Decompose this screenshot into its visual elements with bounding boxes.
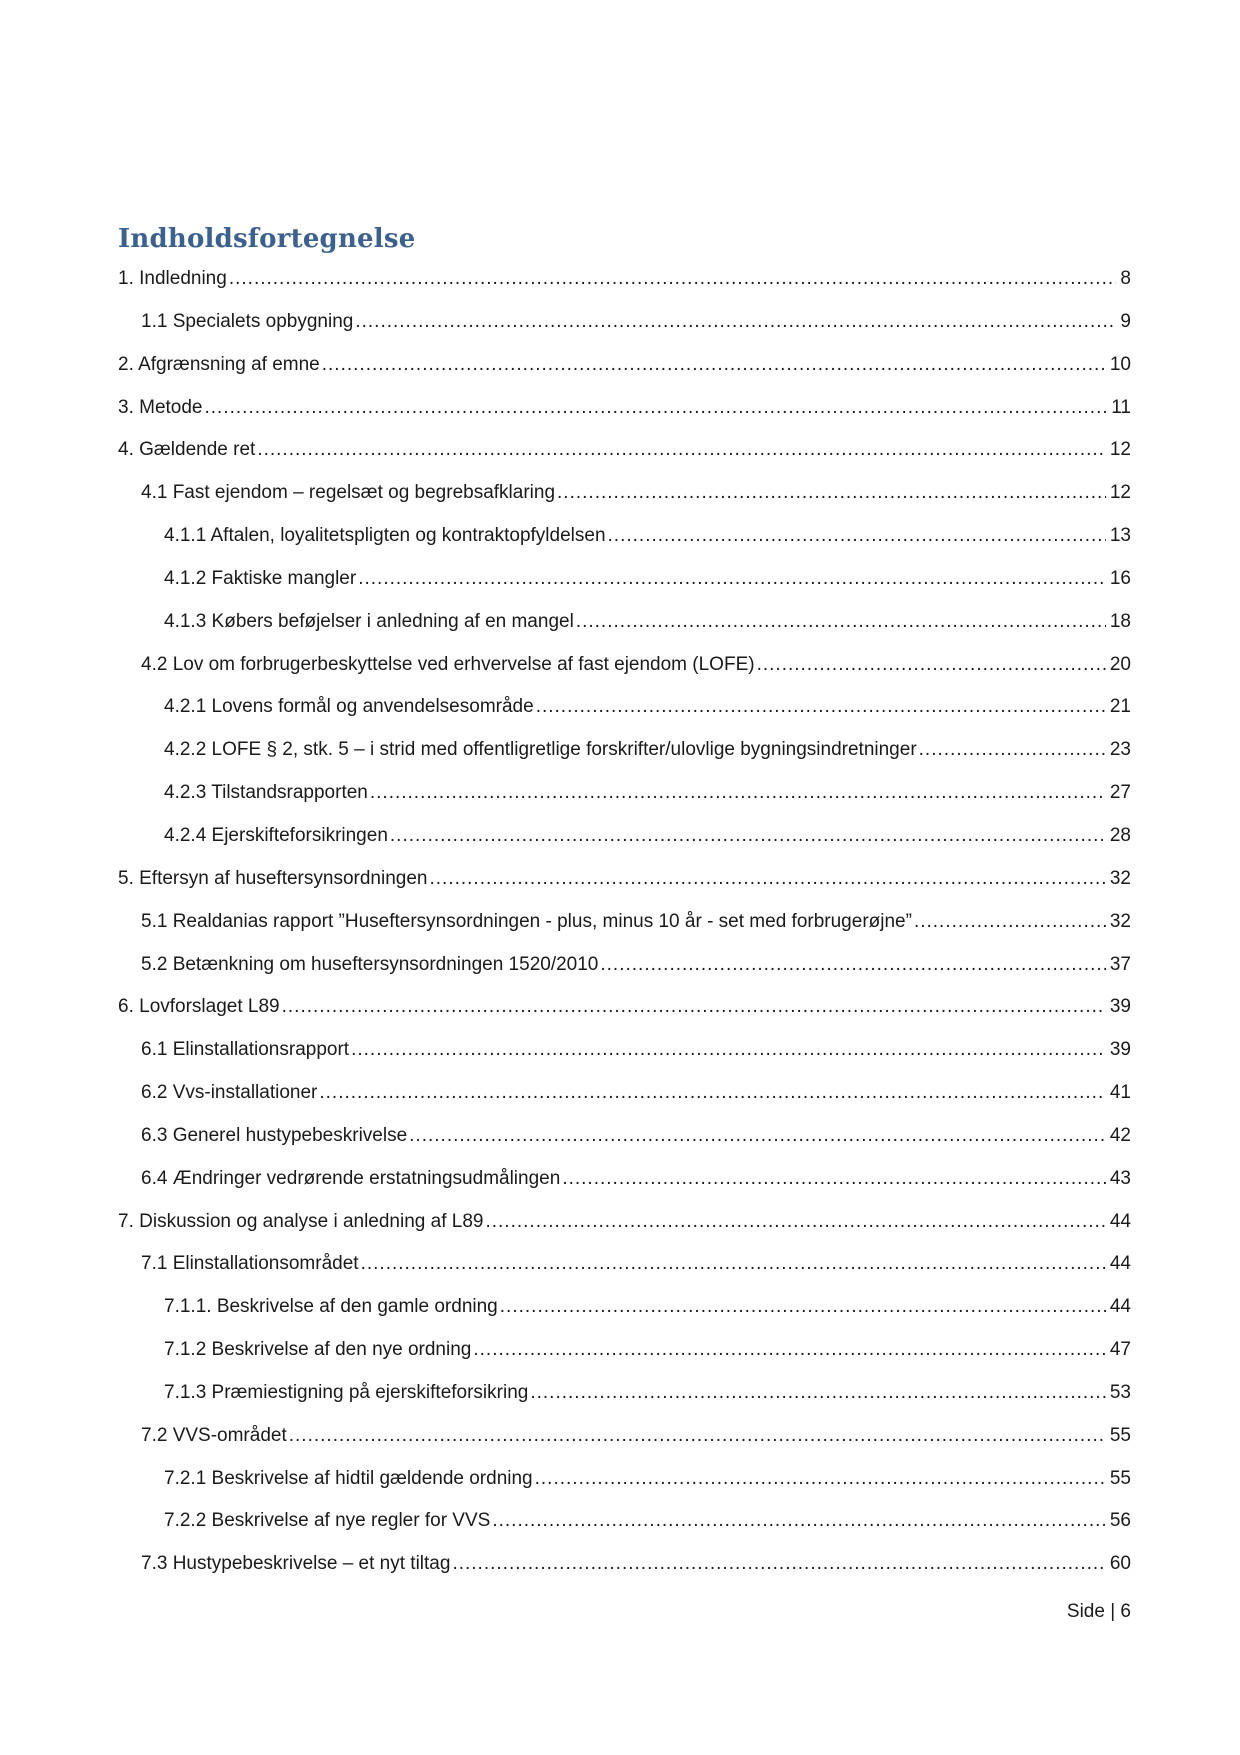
toc-entry-label: 1.1 Specialets opbygning	[141, 310, 354, 332]
toc-entry-label: 3. Metode	[118, 396, 203, 418]
toc-entry-page-number: 27	[1109, 782, 1131, 804]
toc-entry-label: 4.1 Fast ejendom – regelsæt og begrebsafklaring	[141, 482, 556, 504]
toc-entry[interactable]	[118, 307, 1131, 350]
toc-dot-leader	[500, 1292, 1106, 1322]
toc-entry-label: 5.2 Betænkning om huseftersynsordningen 1520/2010	[141, 953, 599, 975]
toc-entry-page-number: 53	[1109, 1381, 1131, 1403]
toc-entry-page-number: 28	[1109, 824, 1131, 846]
toc-entry[interactable]	[118, 521, 1131, 564]
toc-entry-label: 7.1 Elinstallationsområdet	[141, 1253, 359, 1275]
toc-entry-label: 4.2.3 Tilstandsrapporten	[164, 782, 368, 804]
toc-entry-page-number: 55	[1109, 1467, 1131, 1489]
toc-entry[interactable]	[118, 1164, 1131, 1207]
toc-entry[interactable]	[118, 1506, 1131, 1549]
toc-entry[interactable]	[118, 264, 1131, 307]
toc-entry-label: 7.2.1 Beskrivelse af hidtil gældende ordning	[164, 1467, 533, 1489]
toc-entry[interactable]	[118, 950, 1131, 993]
toc-entry-label: 4.2 Lov om forbrugerbeskyttelse ved erhvervelse af fast ejendom (LOFE)	[141, 653, 755, 675]
toc-dot-leader	[351, 1035, 1106, 1065]
toc-dot-leader	[370, 778, 1106, 808]
toc-entry[interactable]	[118, 821, 1131, 864]
toc-dot-leader	[452, 1549, 1105, 1579]
toc-entry-page-number: 39	[1109, 996, 1131, 1018]
toc-dot-leader	[355, 307, 1116, 337]
page-number-footer: Side | 6	[1066, 1601, 1131, 1622]
toc-entry-page-number: 44	[1109, 1210, 1131, 1232]
toc-entry[interactable]	[118, 1421, 1131, 1464]
toc-entry[interactable]	[118, 864, 1131, 907]
toc-entry-label: 4.2.2 LOFE § 2, stk. 5 – i strid med offentligretlige forskrifter/ulovlige bygningsindretninger	[164, 739, 917, 761]
toc-dot-leader	[205, 393, 1108, 423]
toc-entry-page-number: 41	[1109, 1082, 1131, 1104]
toc-dot-leader	[536, 692, 1106, 722]
toc-entry-label: 6.2 Vvs-installationer	[141, 1082, 318, 1104]
toc-entry-page-number: 37	[1109, 953, 1131, 975]
toc-entry-label: 7.1.3 Præmiestigning på ejerskifteforsikring	[164, 1381, 529, 1403]
toc-entry-page-number: 16	[1109, 567, 1131, 589]
toc-entry[interactable]	[118, 393, 1131, 436]
toc-entry-label: 2. Afgrænsning af emne	[118, 353, 320, 375]
toc-entry-label: 6.3 Generel hustypebeskrivelse	[141, 1124, 408, 1146]
toc-entry-label: 7.1.2 Beskrivelse af den nye ordning	[164, 1339, 472, 1361]
toc-dot-leader	[562, 1164, 1106, 1194]
toc-dot-leader	[757, 650, 1106, 680]
toc-entry[interactable]	[118, 992, 1131, 1035]
toc-dot-leader	[576, 607, 1106, 637]
toc-entry-label: 4.2.1 Lovens formål og anvendelsesområde	[164, 696, 534, 718]
toc-entry[interactable]	[118, 607, 1131, 650]
toc-dot-leader	[409, 1121, 1106, 1151]
toc-entry[interactable]	[118, 1549, 1131, 1592]
toc-dot-leader	[530, 1378, 1106, 1408]
toc-entry-label: 6.4 Ændringer vedrørende erstatningsudmålingen	[141, 1167, 561, 1189]
toc-dot-leader	[485, 1207, 1105, 1237]
page-title: Indholdsfortegnelse	[118, 224, 416, 254]
toc-dot-leader	[358, 564, 1106, 594]
toc-entry-page-number: 9	[1120, 310, 1131, 332]
toc-entry-label: 4.1.1 Aftalen, loyalitetspligten og kontraktopfyldelsen	[164, 525, 606, 547]
toc-entry-page-number: 42	[1109, 1124, 1131, 1146]
toc-entry[interactable]	[118, 1207, 1131, 1250]
toc-dot-leader	[429, 864, 1105, 894]
toc-entry[interactable]	[118, 907, 1131, 950]
toc-entry-page-number: 60	[1109, 1553, 1131, 1575]
toc-dot-leader	[289, 1421, 1106, 1451]
toc-entry-page-number: 13	[1109, 525, 1131, 547]
toc-entry[interactable]	[118, 1378, 1131, 1421]
toc-entry-label: 1. Indledning	[118, 268, 227, 289]
toc-entry-label: 7. Diskussion og analyse i anledning af L89	[118, 1210, 484, 1232]
toc-dot-leader	[390, 821, 1106, 851]
toc-dot-leader	[600, 950, 1105, 980]
toc-dot-leader	[361, 1249, 1106, 1279]
toc-entry-page-number: 55	[1109, 1424, 1131, 1446]
toc-dot-leader	[492, 1506, 1106, 1536]
toc-entry[interactable]	[118, 650, 1131, 693]
toc-entry-page-number: 20	[1109, 653, 1131, 675]
toc-entry[interactable]	[118, 778, 1131, 821]
toc-entry[interactable]	[118, 1292, 1131, 1335]
toc-entry-page-number: 23	[1109, 739, 1131, 761]
toc-entry-page-number: 44	[1109, 1296, 1131, 1318]
toc-entry-page-number: 56	[1109, 1510, 1131, 1532]
toc-dot-leader	[608, 521, 1106, 551]
toc-entry[interactable]	[118, 1464, 1131, 1507]
toc-entry-page-number: 32	[1109, 867, 1131, 889]
toc-entry-page-number: 11	[1111, 396, 1131, 418]
toc-entry-label: 7.3 Hustypebeskrivelse – et nyt tiltag	[141, 1553, 451, 1575]
toc-entry[interactable]	[118, 1249, 1131, 1292]
toc-dot-leader	[322, 350, 1106, 380]
toc-entry-page-number: 39	[1109, 1039, 1131, 1061]
toc-entry-page-number: 12	[1109, 439, 1131, 461]
toc-dot-leader	[473, 1335, 1106, 1365]
toc-entry-label: 4. Gældende ret	[118, 439, 256, 461]
toc-dot-leader	[319, 1078, 1105, 1108]
toc-dot-leader	[535, 1464, 1106, 1494]
toc-entry-label: 7.2.2 Beskrivelse af nye regler for VVS	[164, 1510, 491, 1532]
toc-entry-label: 6.1 Elinstallationsrapport	[141, 1039, 350, 1061]
toc-entry-page-number: 47	[1109, 1339, 1131, 1361]
toc-entry[interactable]	[118, 435, 1131, 478]
toc-entry-page-number: 21	[1109, 696, 1131, 718]
toc-dot-leader	[914, 907, 1106, 937]
toc-entry-label: 5.1 Realdanias rapport ”Huseftersynsordningen - plus, minus 10 år - set med forbrugerøjne”	[141, 910, 912, 932]
toc-entry[interactable]	[118, 478, 1131, 521]
toc-dot-leader	[282, 992, 1106, 1022]
toc-entry-label: 4.1.2 Faktiske mangler	[164, 567, 357, 589]
toc-entry-label: 6. Lovforslaget L89	[118, 996, 280, 1018]
toc-entry[interactable]	[118, 735, 1131, 778]
toc-entry[interactable]	[118, 692, 1131, 735]
toc-dot-leader	[229, 264, 1117, 294]
toc-entry[interactable]	[118, 350, 1131, 393]
toc-entry-page-number: 32	[1109, 910, 1131, 932]
toc-entry-label: 7.1.1. Beskrivelse af den gamle ordning	[164, 1296, 498, 1318]
toc-entry-page-number: 10	[1109, 353, 1131, 375]
toc-entry[interactable]	[118, 1121, 1131, 1164]
toc-dot-leader	[257, 435, 1106, 465]
toc-entry[interactable]	[118, 1335, 1131, 1378]
toc-dot-leader	[919, 735, 1106, 765]
toc-entry-label: 7.2 VVS-området	[141, 1424, 287, 1446]
toc-entry[interactable]	[118, 1035, 1131, 1078]
toc-entry-page-number: 44	[1109, 1253, 1131, 1275]
toc-entry[interactable]	[118, 1078, 1131, 1121]
toc-entry-page-number: 12	[1109, 482, 1131, 504]
toc-entry-page-number: 43	[1109, 1167, 1131, 1189]
toc-entry-page-number: 8	[1120, 268, 1131, 289]
table-of-contents	[118, 264, 1131, 1592]
toc-entry[interactable]	[118, 564, 1131, 607]
toc-entry-label: 4.1.3 Købers beføjelser i anledning af en mangel	[164, 610, 574, 632]
toc-entry-page-number: 18	[1109, 610, 1131, 632]
toc-entry-label: 4.2.4 Ejerskifteforsikringen	[164, 824, 388, 846]
toc-dot-leader	[557, 478, 1106, 508]
toc-entry-label: 5. Eftersyn af huseftersynsordningen	[118, 867, 428, 889]
